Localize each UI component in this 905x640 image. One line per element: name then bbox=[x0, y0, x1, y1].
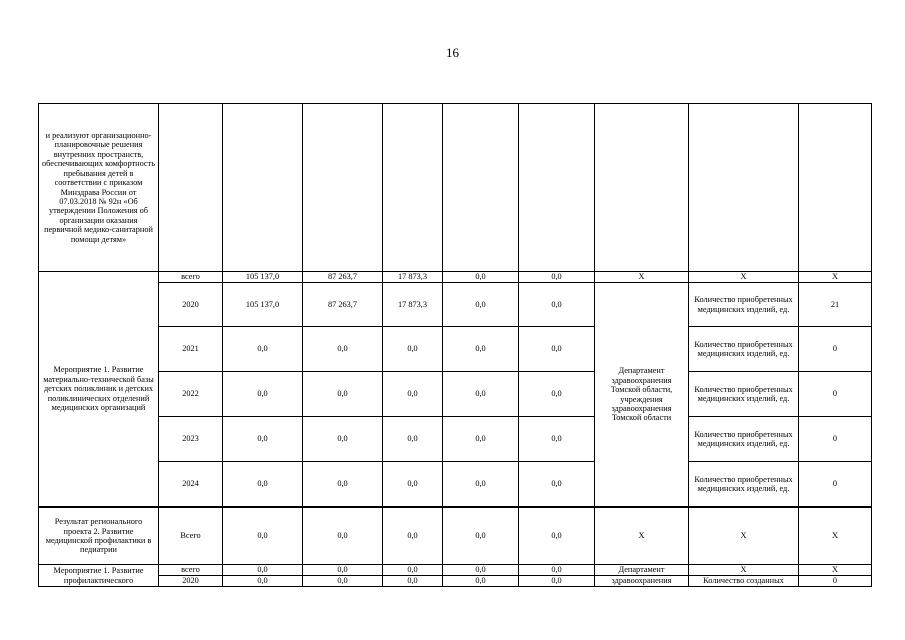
value-cell: 0,0 bbox=[223, 565, 303, 576]
year-cell: всего bbox=[159, 565, 223, 576]
table-row-intro bbox=[39, 104, 872, 272]
value-cell: 0,0 bbox=[383, 327, 443, 372]
indicator-value-cell: 0 bbox=[799, 417, 872, 462]
year-cell: 2020 bbox=[159, 576, 223, 587]
value-cell: 0,0 bbox=[519, 462, 595, 507]
value-cell: 0,0 bbox=[519, 272, 595, 283]
indicator-value-cell: Х bbox=[799, 565, 872, 576]
table-row-2022 bbox=[39, 372, 872, 417]
table-row-measure1-total bbox=[39, 272, 872, 283]
value-cell: 105 137,0 bbox=[223, 283, 303, 327]
value-cell: 0,0 bbox=[383, 508, 443, 565]
value-cell: 0,0 bbox=[383, 576, 443, 587]
table-row-result2 bbox=[39, 508, 872, 565]
value-cell: 0,0 bbox=[443, 508, 519, 565]
measure1-executor: Департамент здравоохранения Томской области, учреждения здравоохранения Томской области bbox=[595, 283, 689, 507]
value-cell: 0,0 bbox=[443, 272, 519, 283]
value-cell: 0,0 bbox=[303, 508, 383, 565]
value-cell: 0,0 bbox=[383, 565, 443, 576]
executor-cell: Департамент bbox=[595, 565, 689, 576]
value-cell: 0,0 bbox=[519, 576, 595, 587]
value-cell: 0,0 bbox=[519, 508, 595, 565]
value-cell: 0,0 bbox=[383, 462, 443, 507]
executor-cell: Х bbox=[595, 272, 689, 283]
value-cell: 0,0 bbox=[519, 372, 595, 417]
indicator-cell: Количество созданных bbox=[689, 576, 799, 587]
indicator-value-cell: Х bbox=[799, 272, 872, 283]
table-row-2023 bbox=[39, 417, 872, 462]
indicator-cell: Х bbox=[689, 508, 799, 565]
indicator-cell: Количество приобретенных медицинских изделий, ед. bbox=[689, 372, 799, 417]
value-cell: 0,0 bbox=[443, 417, 519, 462]
year-cell: 2021 bbox=[159, 327, 223, 372]
program-table bbox=[38, 103, 872, 507]
executor-cell: Х bbox=[595, 508, 689, 565]
value-cell: 0,0 bbox=[303, 462, 383, 507]
page-number: 16 bbox=[446, 45, 459, 60]
value-cell: 0,0 bbox=[443, 565, 519, 576]
indicator-cell: Количество приобретенных медицинских изделий, ед. bbox=[689, 327, 799, 372]
year-cell: 2023 bbox=[159, 417, 223, 462]
value-cell: 0,0 bbox=[443, 372, 519, 417]
measure2-name: Мероприятие 1. Развитие профилактического bbox=[39, 565, 159, 587]
value-cell: 0,0 bbox=[223, 327, 303, 372]
year-cell: 2020 bbox=[159, 283, 223, 327]
value-cell: 0,0 bbox=[443, 462, 519, 507]
table-row-measure2-total bbox=[39, 565, 872, 576]
value-cell: 0,0 bbox=[223, 462, 303, 507]
value-cell: 0,0 bbox=[223, 372, 303, 417]
indicator-value-cell: 0 bbox=[799, 576, 872, 587]
indicator-cell: Количество приобретенных медицинских изделий, ед. bbox=[689, 283, 799, 327]
value-cell: 0,0 bbox=[303, 417, 383, 462]
value-cell: 0,0 bbox=[383, 417, 443, 462]
year-cell: Всего bbox=[159, 508, 223, 565]
indicator-cell: Количество приобретенных медицинских изделий, ед. bbox=[689, 417, 799, 462]
indicator-cell: Х bbox=[689, 565, 799, 576]
value-cell: 0,0 bbox=[443, 576, 519, 587]
value-cell: 0,0 bbox=[303, 327, 383, 372]
value-cell: 0,0 bbox=[443, 327, 519, 372]
value-cell: 0,0 bbox=[223, 576, 303, 587]
table-row-2021 bbox=[39, 327, 872, 372]
indicator-value-cell: 0 bbox=[799, 372, 872, 417]
value-cell: 0,0 bbox=[519, 565, 595, 576]
indicator-value-cell: 21 bbox=[799, 283, 872, 327]
year-cell: 2022 bbox=[159, 372, 223, 417]
table-row-2020 bbox=[39, 283, 872, 327]
indicator-value-cell: 0 bbox=[799, 462, 872, 507]
value-cell: 87 263,7 bbox=[303, 272, 383, 283]
value-cell: 87 263,7 bbox=[303, 283, 383, 327]
value-cell: 17 873,3 bbox=[383, 283, 443, 327]
intro-text: и реализуют организационно-планировочные решения внутренних пространств, обеспечивающих комфортность пребывания детей в соответствии с приказом Минздрава России от 07.03.2018 № 92н «Об утверждении Положения об организации оказания первичной медико-санитарной помощи детям» bbox=[39, 104, 159, 272]
executor-cell: здравоохранения bbox=[595, 576, 689, 587]
value-cell: 0,0 bbox=[519, 283, 595, 327]
value-cell: 0,0 bbox=[303, 565, 383, 576]
result2-name: Результат регионального проекта 2. Развитие медицинской профилактики в педиатрии bbox=[39, 508, 159, 565]
value-cell: 0,0 bbox=[223, 417, 303, 462]
value-cell: 0,0 bbox=[443, 283, 519, 327]
year-cell: 2024 bbox=[159, 462, 223, 507]
value-cell: 0,0 bbox=[223, 508, 303, 565]
value-cell: 17 873,3 bbox=[383, 272, 443, 283]
table-row-measure2-2020 bbox=[39, 576, 872, 587]
value-cell: 0,0 bbox=[303, 372, 383, 417]
value-cell: 0,0 bbox=[303, 576, 383, 587]
value-cell: 0,0 bbox=[519, 417, 595, 462]
indicator-value-cell: Х bbox=[799, 508, 872, 565]
value-cell: 105 137,0 bbox=[223, 272, 303, 283]
indicator-value-cell: 0 bbox=[799, 327, 872, 372]
year-cell: всего bbox=[159, 272, 223, 283]
measure1-name: Мероприятие 1. Развитие материально-технической базы детских поликлиник и детских поликлинических отделений медицинских организаций bbox=[39, 272, 159, 507]
indicator-cell: Количество приобретенных медицинских изделий, ед. bbox=[689, 462, 799, 507]
table-row-2024 bbox=[39, 462, 872, 507]
value-cell: 0,0 bbox=[383, 372, 443, 417]
value-cell: 0,0 bbox=[519, 327, 595, 372]
program-table-lower bbox=[38, 507, 872, 587]
indicator-cell: Х bbox=[689, 272, 799, 283]
